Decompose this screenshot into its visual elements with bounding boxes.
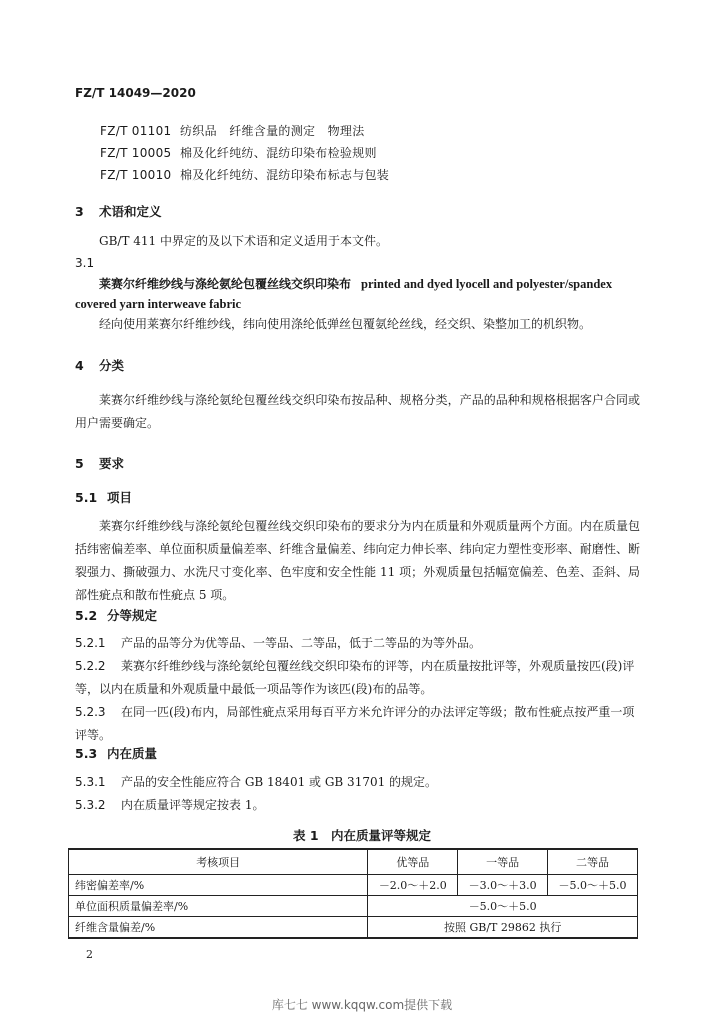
table-cell: －5.0～＋5.0 [548,875,638,896]
clause-text: 莱赛尔纤维纱线与涤纶氨纶包覆丝线交织印染布的评等，内在质量按批评等，外观质量按匹(段)评等，以内在质量和外观质量中最低一项品等作为该匹(段)布的品等。 [75,659,635,696]
subsection-title: 内在质量 [107,746,158,761]
table-cell: 纤维含量偏差/% [69,917,368,939]
section-number: 3 [75,204,84,219]
quality-table [68,848,638,939]
table-cell: －3.0～＋3.0 [458,875,548,896]
header-cell: 考核项目 [69,849,368,875]
term-definition: 经向使用莱赛尔纤维纱线，纬向使用涤纶低弹丝包覆氨纶丝线，经交织、染整加工的机织物。 [99,317,592,331]
section-4-heading [75,356,124,374]
clause-5-2-3 [75,701,640,747]
subsection-5-1-heading [75,488,132,506]
clause-text: 内在质量评等规定按表 1。 [121,798,265,812]
header-cell: 二等品 [548,849,638,875]
reference-code: FZ/T 10005 [100,146,172,160]
reference-item [100,122,365,139]
subsection-number: 5.1 [75,490,98,505]
subsection-5-2-heading [75,606,157,624]
section-number: 5 [75,456,84,471]
reference-title: 纺织品 纤维含量的测定 物理法 [180,124,365,138]
standard-code: FZ/T 14049—2020 [75,86,196,100]
table-cell: －5.0～＋5.0 [368,896,638,917]
section-title: 分类 [99,358,125,373]
section-4-text: 莱赛尔纤维纱线与涤纶氨纶包覆丝线交织印染布按品种、规格分类，产品的品种和规格根据客户合同或用户需要确定。 [75,393,640,430]
page-number: 2 [86,948,93,961]
term-title-zh: 莱赛尔纤维纱线与涤纶氨纶包覆丝线交织印染布 [99,277,352,291]
reference-item [100,166,389,183]
section-number: 4 [75,358,84,373]
header-cell: 一等品 [458,849,548,875]
section-title: 术语和定义 [99,204,162,219]
clause-5-3-2 [75,794,640,817]
term-number: 3.1 [75,256,95,270]
section-title: 要求 [99,456,125,471]
subsection-title: 分等规定 [107,608,158,623]
reference-code: FZ/T 01101 [100,124,172,138]
subsection-title: 项目 [107,490,133,505]
clause-text: 产品的安全性能应符合 GB 18401 或 GB 31701 的规定。 [121,775,438,789]
clause-5-3-1 [75,771,640,794]
subsection-5-3-heading [75,744,157,762]
term-title [75,274,640,314]
clause-number: 5.2.2 [75,659,106,673]
reference-code: FZ/T 10010 [100,168,172,182]
section-5-heading [75,454,124,472]
download-watermark: 库七七 www.kqqw.com提供下载 [271,998,453,1012]
subsection-number: 5.2 [75,608,98,623]
clause-number: 5.2.3 [75,705,106,719]
table-header-row [69,849,638,875]
clause-number: 5.3.2 [75,798,106,812]
table-caption: 表 1 内在质量评等规定 [292,828,432,843]
reference-title: 棉及化纤纯纺、混纺印染布检验规则 [180,146,377,160]
section-3-heading [75,202,162,220]
clause-5-2-2 [75,655,640,701]
reference-title: 棉及化纤纯纺、混纺印染布标志与包装 [180,168,390,182]
subsection-number: 5.3 [75,746,98,761]
term-title-en: printed and dyed lyocell and polyester/spandex covered yarn interweave fabric [75,277,613,311]
table-cell: 按照 GB/T 29862 执行 [368,917,638,939]
table-cell: 单位面积质量偏差率/% [69,896,368,917]
section-3-intro: GB/T 411 中界定的及以下术语和定义适用于本文件。 [99,234,388,248]
clause-text: 在同一匹(段)布内，局部性疵点采用每百平方米允许评分的办法评定等级；散布性疵点按严重一项评等。 [75,705,635,742]
clause-text: 产品的品等分为优等品、一等品、二等品，低于二等品的为等外品。 [121,636,482,650]
clause-number: 5.2.1 [75,636,106,650]
reference-item [100,144,377,161]
table-cell: 纬密偏差率/% [69,875,368,896]
table-row [69,917,638,939]
table-row [69,875,638,896]
table-row [69,896,638,917]
clause-5-2-1 [75,632,640,655]
clause-number: 5.3.1 [75,775,106,789]
header-cell: 优等品 [368,849,458,875]
table-cell: －2.0～＋2.0 [368,875,458,896]
subsection-5-1-text: 莱赛尔纤维纱线与涤纶氨纶包覆丝线交织印染布的要求分为内在质量和外观质量两个方面。内在质量包括纬密偏差率、单位面积质量偏差率、纤维含量偏差、纬向定力伸长率、纬向定力塑性变形率、耐磨性、断裂强力、撕破强力、水洗尺寸变化率、色牢度和安全性能 11 项；外观质量包括幅宽偏差、色差、歪斜、局部性疵点和散布性疵点 5 项。 [75,519,640,602]
